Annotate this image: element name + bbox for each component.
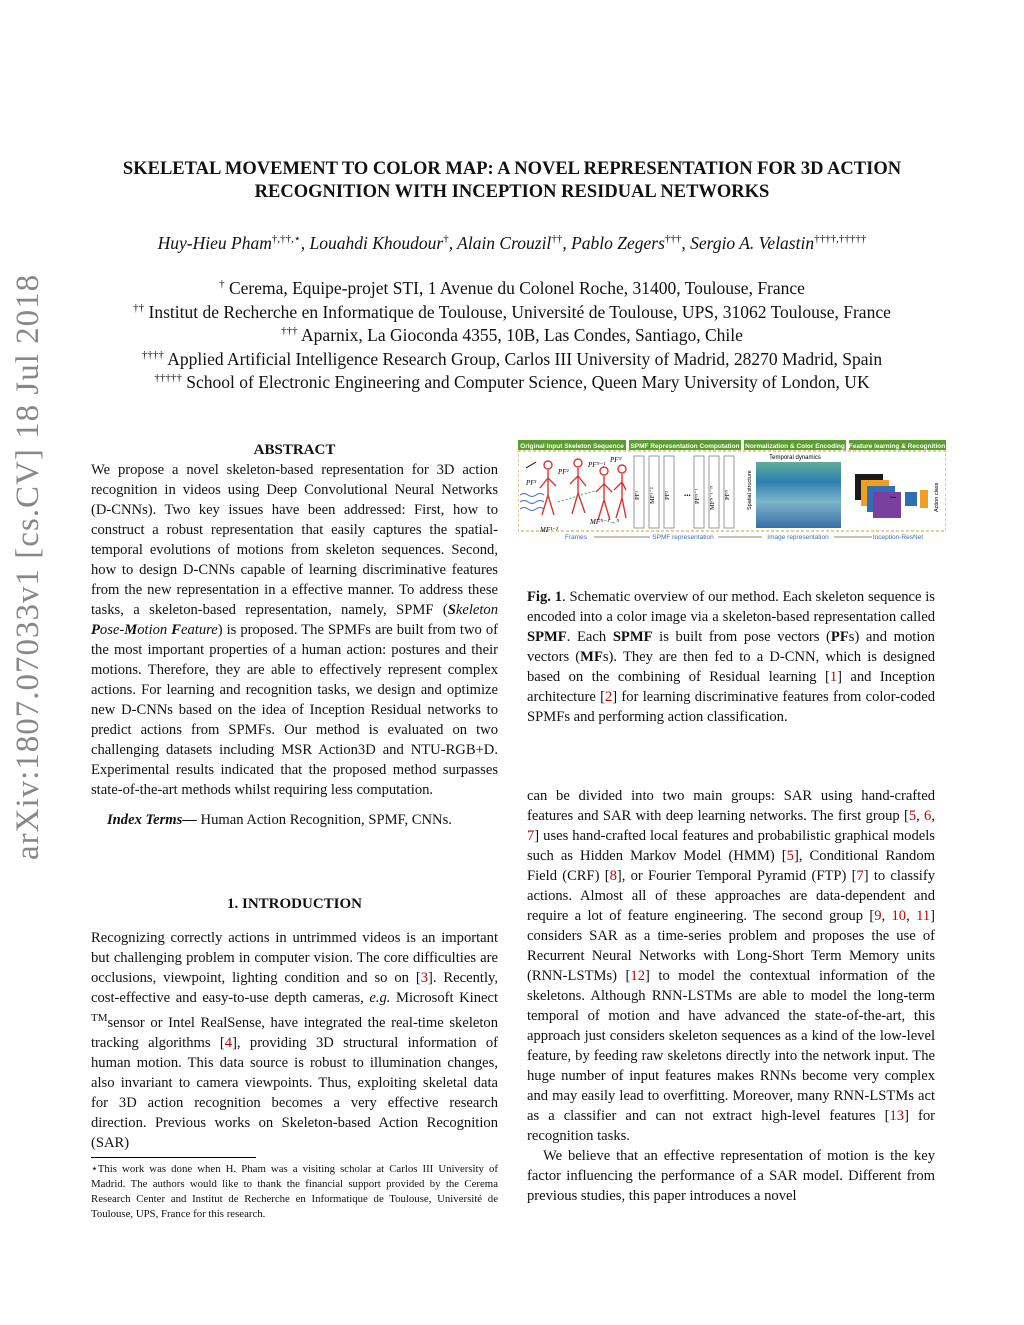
author-1: Huy-Hieu Pham xyxy=(157,232,272,253)
citation-link[interactable]: 5 xyxy=(786,848,794,864)
skeleton-motion-waves xyxy=(520,494,544,511)
abstract-body: We propose a novel skeleton-based representation for 3D action recognition in videos using Deep Convolutional Neural Networks (D-CNNs). Two key issues have been addressed: First, how to construct a robust representation that easily captures the spatial-temporal evolutions of motions from skeleton sequences. Second, how to design D-CNNs capable of learning discriminative features from the new representation in a effective manner. To address these tasks, a skeleton-based representation, namely, SPMF (Skeleton Pose-Motion Feature) is proposed. The SPMFs are built from two of the most important properties of a human action: postures and their motions. Therefore, they are able to effectively represent complex actions. For learning and recognition tasks, we design and optimize new D-CNNs based on the idea of Inception Residual networks to predict actions from SPMFs. Our method is evaluated on two challenging datasets including MSR Action3D and NTU-RGB+D. Experimental results indicated that the proposed method surpasses state-of-the-art methods whilst requiring less computation. xyxy=(91,462,498,798)
spmf-block-4-label: PFᴺ⁻¹ xyxy=(694,488,701,504)
citation-link[interactable]: 3 xyxy=(420,970,428,986)
spmf-block-3-label: PF² xyxy=(664,490,671,500)
fig-header-3: Normalization & Color Encoding xyxy=(745,443,845,450)
method-figure xyxy=(518,440,946,542)
affiliation-text: Institut de Recherche en Informatique de Toulouse, Université de Toulouse, UPS, 31062 Toulouse, France xyxy=(148,302,891,322)
fig-header-1: Original Input Skeleton Sequence xyxy=(520,443,624,450)
fig-label-frames: Frames xyxy=(564,534,588,541)
spmf-dots: ... xyxy=(684,488,691,498)
author-2-marks: † xyxy=(443,233,449,245)
skeleton-label-pfn1: PFᴺ⁻¹ xyxy=(588,461,606,469)
title-line-2: RECOGNITION WITH INCEPTION RESIDUAL NETWORKS xyxy=(254,182,770,202)
affiliation-mark: † xyxy=(219,278,225,291)
skeleton-label-mfn: MFᴺ⁻¹→ᴺ xyxy=(590,518,620,526)
intro-body: Recognizing correctly actions in untrimmed videos is an important but challenging problem in computer vision. The core difficulties are occlusions, viewpoint, lighting condition and so on [3]. Recently, cost-effective and easy-to-use depth cameras, e.g. Microsoft Kinect ™sensor or Intel RealSense, have integrated the real-time skeleton tracking algorithms [4], providing 3D structural information of human motion. This data source is robust to illumination changes, also invariant to camera viewpoints. Thus, exploiting skeletal data for 3D action recognition becomes a very effective research direction. Previous works on Skeleton-based Action Recognition (SAR) xyxy=(91,930,498,1151)
citation-link[interactable]: 5 xyxy=(908,808,917,824)
affiliation-1 xyxy=(60,278,964,299)
spmf-block-2-label: MF¹⁻² xyxy=(649,487,656,504)
skeleton-label-pf2: PF² xyxy=(558,468,569,476)
skeleton-label-pfn: PFᴺ xyxy=(610,456,622,464)
affiliation-mark: ††† xyxy=(281,325,298,338)
citation-link[interactable]: 6 xyxy=(924,808,932,824)
time-arrow xyxy=(526,462,536,468)
paper-title xyxy=(80,158,944,204)
author-4-marks: ††† xyxy=(664,233,682,245)
action-class-label: Action class xyxy=(934,482,940,512)
skeleton-label-mf12: MF¹⁻² xyxy=(540,526,558,534)
author-5: Sergio A. Velastin xyxy=(690,232,815,253)
citation-link[interactable]: 9 xyxy=(874,908,882,924)
abstract-heading: ABSTRACT xyxy=(253,442,336,458)
fig-label-image: Image representation xyxy=(767,534,829,541)
affiliation-5 xyxy=(60,372,964,393)
color-map-image xyxy=(756,462,841,528)
footnote-rule xyxy=(91,1157,256,1158)
citation-link[interactable]: 7 xyxy=(527,828,535,844)
spmf-block-1-label: PF¹ xyxy=(634,490,641,500)
affiliation-text: Aparnix, La Gioconda 4355, 10B, Las Condes, Santiago, Chile xyxy=(301,325,743,345)
author-2: Louahdi Khoudour xyxy=(309,232,444,253)
fig-header-4: Feature learning & Recognition xyxy=(848,443,946,450)
citation-link[interactable]: 13 xyxy=(889,1108,905,1124)
author-3-marks: †† xyxy=(551,233,563,245)
right-column-body xyxy=(527,786,935,1206)
citation-link[interactable]: 1 xyxy=(829,669,838,685)
fig-label-inception: Inception-ResNet xyxy=(872,534,924,541)
figure-caption: Fig. 1. Schematic overview of our method. Each skeleton sequence is encoded into a color image via a skeleton-based representation called SPMF. Each SPMF is built from pose vectors (PFs) and motion vectors (MFs). They are then fed to a D-CNN, which is designed based on the combining of Residual learning [1] and Inception architecture [2] for learning discriminative features from color-coded SPMFs and performing action classification. xyxy=(527,589,936,725)
motivation-paragraph: We believe that an effective representation of motion is the key factor influencing the performance of a SAR model. Different from previous studies, this paper introduces a novel xyxy=(527,1148,935,1204)
affiliation-3 xyxy=(60,325,964,346)
citation-link[interactable]: 8 xyxy=(609,868,617,884)
spatial-structure-label: Spatial structure xyxy=(747,470,753,510)
cnn-dots: ... xyxy=(890,491,896,500)
affiliation-text: Cerema, Equipe-projet STI, 1 Avenue du Colonel Roche, 31400, Toulouse, France xyxy=(228,278,805,298)
author-3: Alain Crouzil xyxy=(457,232,552,253)
citation-link[interactable]: 10 xyxy=(891,908,907,924)
affiliation-4 xyxy=(60,349,964,370)
spmf-block-6-label: PFᴺ xyxy=(724,489,731,500)
temporal-dynamics-label: Temporal dynamics xyxy=(769,455,821,461)
skeleton-figures xyxy=(540,459,626,520)
author-list: Huy-Hieu Pham†,††,⋆, Louahdi Khoudour†, Alain Crouzil††, Pablo Zegers†††, Sergio A. Velastin††††,††††† xyxy=(157,232,867,253)
intro-heading: 1. INTRODUCTION xyxy=(226,896,362,912)
affiliation-mark: †† xyxy=(133,302,145,315)
title-line-1: SKELETAL MOVEMENT TO COLOR MAP: A NOVEL REPRESENTATION FOR 3D ACTION xyxy=(122,159,902,179)
citation-link[interactable]: 7 xyxy=(856,868,864,884)
arxiv-stamp: arXiv:1807.07033v1 [cs.CV] 18 Jul 2018 xyxy=(10,273,46,860)
fig-label-spmf: SPMF representation xyxy=(652,534,714,541)
spmf-block-5-label: MFᴺ⁻¹⁻ᴺ xyxy=(709,485,716,510)
citation-link[interactable]: 11 xyxy=(916,908,931,924)
affiliation-text: School of Electronic Engineering and Computer Science, Queen Mary University of London, UK xyxy=(186,372,870,392)
citation-link[interactable]: 4 xyxy=(224,1034,233,1051)
related-work-paragraph: can be divided into two main groups: SAR using hand-crafted features and SAR with deep learning networks. The first group [5, 6, 7] uses hand-crafted local features and probabilistic graphical models such as Hidden Markov Model (HMM) [5], Conditional Random Field (CRF) [8], or Fourier Temporal Pyramid (FTP) [7] to classify actions. Almost all of these approaches are data-dependent and require a lot of feature engineering. The second group [9, 10, 11] considers SAR as a time-series problem and proposes the use of Recurrent Neural Networks with Long-Short Term Memory units (RNN-LSTMs) [12] to model the contextual information of the skeletons. Although RNN-LSTMs are able to model the long-term temporal of motion and have advanced the state-of-the-art, this approach just considers skeleton sequences as a kind of the low-level feature, by feeding raw skeletons directly into the network input. The huge number of input features makes RNNs become very complex and may easily lead to overfitting. Moreover, many RNN-LSTMs act as a classifier and can not extract high-level features [13] for recognition tasks. xyxy=(527,788,936,1144)
index-terms: Index Terms— Human Action Recognition, SPMF, CNNs. xyxy=(107,812,452,828)
affiliation-text: Applied Artificial Intelligence Research Group, Carlos III University of Madrid, 28270 Madrid, Spain xyxy=(167,349,883,369)
citation-link[interactable]: 2 xyxy=(605,689,613,705)
affiliation-mark: ††††† xyxy=(154,372,182,385)
affiliation-mark: †††† xyxy=(141,349,164,362)
author-5-marks: ††††,††††† xyxy=(814,233,867,245)
abstract-section xyxy=(91,440,498,830)
introduction-section xyxy=(91,894,498,1153)
author-1-marks: †,††,⋆ xyxy=(271,233,301,245)
fig-header-2: SPMF Representation Computation xyxy=(630,443,740,450)
skeleton-label-pf1: PF¹ xyxy=(526,479,537,487)
author-4: Pablo Zegers xyxy=(571,232,665,253)
affiliation-2 xyxy=(60,302,964,323)
footnote: ⋆This work was done when H. Pham was a visiting scholar at Carlos III University of Madrid. The authors would like to thank the financial support provided by the Cerema Research Center and Institut de Recherche en Informatique de Toulouse, Université de Toulouse, UPS, France for this research. xyxy=(91,1163,498,1220)
citation-link[interactable]: 12 xyxy=(630,968,645,984)
